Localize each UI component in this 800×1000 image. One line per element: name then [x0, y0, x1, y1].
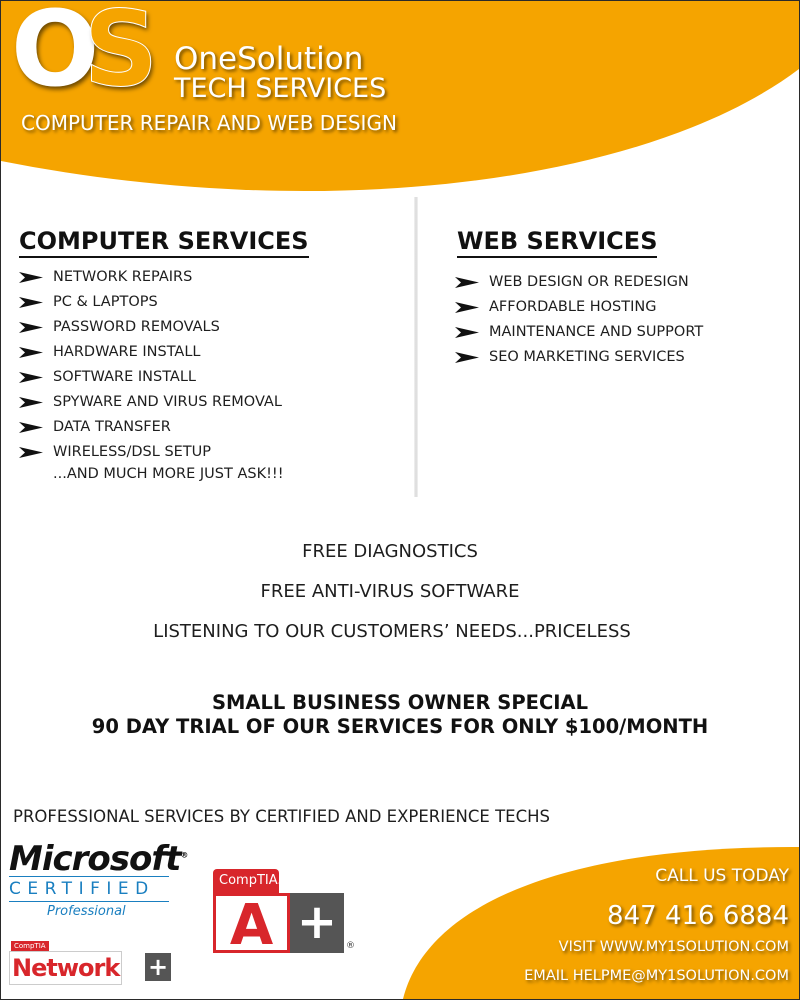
list-item — [19, 440, 282, 465]
phone-number: 847 416 6884 — [607, 901, 789, 931]
arrow-bullet-icon — [455, 327, 479, 338]
arrow-bullet-icon — [455, 277, 479, 288]
list-item — [19, 415, 282, 440]
network-plus-logo-word: Network — [9, 951, 122, 985]
arrow-bullet-icon — [19, 422, 43, 433]
list-item — [19, 290, 282, 315]
tagline: COMPUTER REPAIR AND WEB DESIGN — [21, 111, 397, 135]
network-plus-icon: + — [145, 953, 171, 981]
onesolution-logo — [11, 0, 143, 110]
list-item — [455, 320, 703, 345]
list-item — [19, 265, 282, 290]
microsoft-certified-label: CERTIFIED — [9, 876, 169, 902]
web-services-title: WEB SERVICES — [457, 227, 657, 258]
arrow-bullet-icon — [19, 447, 43, 458]
computer-services-title: COMPUTER SERVICES — [19, 227, 309, 258]
list-item-label: SEO MARKETING SERVICES — [489, 349, 685, 365]
arrow-bullet-icon — [19, 372, 43, 383]
a-plus-letter: A — [213, 893, 290, 953]
list-item — [455, 295, 703, 320]
list-item — [455, 345, 703, 370]
list-item-label: AFFORDABLE HOSTING — [489, 299, 657, 315]
offer-free-antivirus: FREE ANTI-VIRUS SOFTWARE — [260, 581, 520, 602]
computer-services-list — [19, 265, 282, 465]
brand-name: OneSolution — [174, 41, 364, 77]
logo-letter-s: S — [83, 0, 143, 110]
arrow-bullet-icon — [19, 397, 43, 408]
brand-subtitle: TECH SERVICES — [174, 73, 387, 104]
arrow-bullet-icon — [19, 322, 43, 333]
network-plus-comptia-label: CompTIA — [11, 941, 49, 951]
list-item-label: WEB DESIGN OR REDESIGN — [489, 274, 689, 290]
list-item-label: HARDWARE INSTALL — [53, 344, 201, 360]
arrow-bullet-icon — [19, 297, 43, 308]
logo-letter-o: O — [11, 0, 84, 110]
professional-services-line: PROFESSIONAL SERVICES BY CERTIFIED AND EXPERIENCE TECHS — [13, 807, 550, 826]
list-item — [455, 270, 703, 295]
list-item — [19, 315, 282, 340]
special-title: SMALL BUSINESS OWNER SPECIAL — [211, 691, 589, 714]
list-item-label: DATA TRANSFER — [53, 419, 171, 435]
list-item — [19, 390, 282, 415]
arrow-bullet-icon — [19, 347, 43, 358]
list-item-label: PASSWORD REMOVALS — [53, 319, 220, 335]
microsoft-logo-word — [9, 839, 187, 879]
registered-mark: ® — [180, 850, 188, 860]
a-plus-registered-mark: ® — [346, 941, 355, 951]
microsoft-professional-label: Professional — [47, 904, 126, 919]
list-item-label: SOFTWARE INSTALL — [53, 369, 197, 385]
list-item-label: WIRELESS/DSL SETUP — [53, 444, 212, 460]
website-link[interactable]: VISIT WWW.MY1SOLUTION.COM — [558, 939, 789, 955]
list-item-label: PC & LAPTOPS — [53, 294, 158, 310]
web-services-list — [455, 270, 703, 370]
a-plus-icon: + — [290, 893, 344, 953]
arrow-bullet-icon — [455, 352, 479, 363]
list-item-label: NETWORK REPAIRS — [53, 269, 193, 285]
list-item — [19, 340, 282, 365]
list-item-label: SPYWARE AND VIRUS REMOVAL — [53, 394, 282, 410]
special-offer: 90 DAY TRIAL OF OUR SERVICES FOR ONLY $100/MONTH — [91, 715, 709, 738]
column-divider — [414, 197, 418, 497]
list-item-label: MAINTENANCE AND SUPPORT — [489, 324, 704, 340]
a-plus-comptia-label: CompTIA. — [213, 869, 279, 893]
email-link[interactable]: EMAIL HELPME@MY1SOLUTION.COM — [524, 968, 789, 984]
microsoft-word: Microsoft — [9, 839, 181, 879]
offer-free-diagnostics: FREE DIAGNOSTICS — [302, 541, 478, 562]
more-services-note: ...AND MUCH MORE JUST ASK!!! — [53, 466, 284, 482]
arrow-bullet-icon — [19, 272, 43, 283]
arrow-bullet-icon — [455, 302, 479, 313]
offer-listening: LISTENING TO OUR CUSTOMERS’ NEEDS...PRICELESS — [153, 621, 631, 642]
list-item — [19, 365, 282, 390]
call-to-action: CALL US TODAY — [655, 866, 789, 886]
